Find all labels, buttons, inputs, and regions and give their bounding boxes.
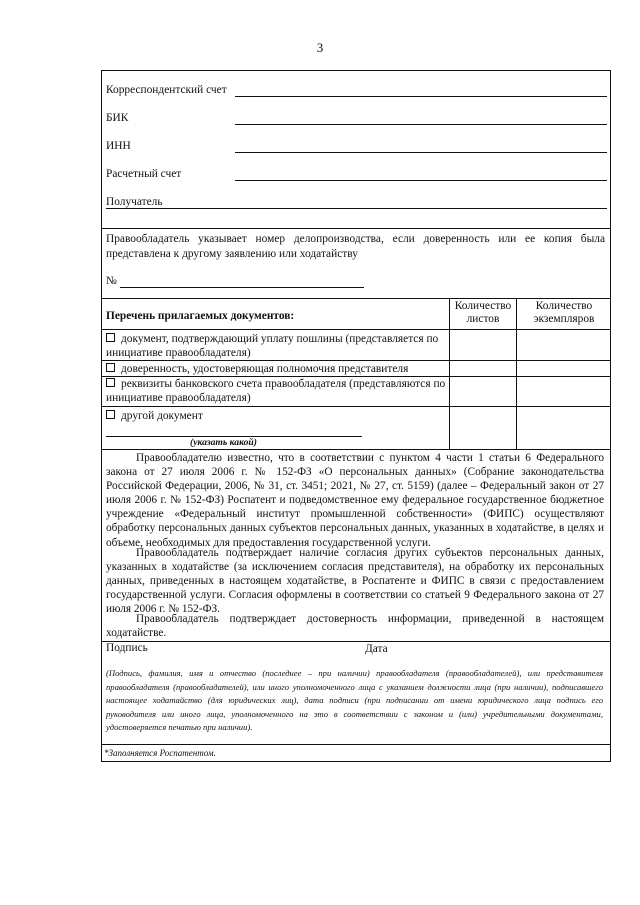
footnote-divider — [101, 744, 611, 745]
checkbox[interactable] — [106, 378, 115, 387]
inn-field[interactable] — [235, 152, 607, 153]
checkbox[interactable] — [106, 333, 115, 342]
checkbox[interactable] — [106, 410, 115, 419]
inn-label: ИНН — [106, 140, 131, 152]
row-label: реквизиты банковского счета правообладателя (представляются по инициативе правообладателя) — [106, 378, 446, 404]
bik-label: БИК — [106, 112, 129, 124]
attachments-header: Перечень прилагаемых документов: — [106, 310, 295, 322]
bik-field[interactable] — [235, 124, 607, 125]
table-row — [106, 378, 446, 405]
table-bottom — [101, 449, 611, 450]
signature-divider — [101, 641, 611, 642]
table-row-divider — [101, 376, 611, 377]
date-label: Дата — [365, 643, 388, 655]
table-top — [101, 298, 611, 299]
table-row-divider — [101, 406, 611, 407]
checkbox[interactable] — [106, 363, 115, 372]
col-copies-header: Количество экземпляров — [533, 300, 595, 325]
signature-caption: (Подпись, фамилия, имя и отчество (последнее – при наличии) правообладателя (правообладателей), или представителя правообладателя (правообладателей), или иного уполномоченного лица с указанием должности лица (при наличии), подписавшего настоящее ходатайство (для юридических лиц), дата подписи (при подписании от имени юридического лица подпись его руководителя или иного лица, уполномоченного на это в соответствии с законом и (или) учредительными документами, удостоверяется печатью при наличии). — [106, 668, 603, 732]
recipient-field[interactable] — [106, 208, 607, 209]
recipient-label: Получатель — [106, 196, 163, 208]
section-divider — [101, 228, 611, 229]
row-label: документ, подтверждающий уплату пошлины (представляется по инициативе правообладателя) — [106, 333, 439, 359]
office-number-field[interactable] — [120, 287, 364, 288]
table-row — [106, 333, 446, 360]
table-row-divider — [101, 360, 611, 361]
consent-paragraph-1: Правообладателю известно, что в соответствии с пунктом 4 части 1 статьи 6 Федерального закона от 27 июля 2006 г. № 152-ФЗ «О персональных данных» (Собрание законодательства Российской Федерации, 2006, № 31, ст. 3451; 2021, № 27, ст. 5159) (далее – Федеральный закон от 27 июля 2006 г. № 152-ФЗ) Роспатент и подведомственное ему федеральное государственное бюджетное учреждение «Федеральный институт промышленной собственности» (ФИПС) осуществляют обработку персональных данных субъектов персональных данных, указанных в ходатайстве, в целях и объеме, необходимых для предоставления государственной услуги. — [106, 452, 604, 549]
consent-paragraph-2: Правообладатель подтверждает наличие согласия других субъектов персональных данных, указанных в ходатайстве (за исключением согласия представителя), на обработку их персональных данных, приведенных в настоящем ходатайстве, в Роспатенте и ФИПС в связи с предоставлением государственной услуги. Согласия оформлены в соответствии со статьей 9 Федерального закона от 27 июля 2006 г. № 152-ФЗ. — [106, 547, 604, 616]
table-row — [106, 362, 408, 376]
row-label: доверенность, удостоверяющая полномочия представителя — [121, 363, 409, 375]
other-document-caption: (указать какой) — [190, 437, 257, 448]
corr-account-label: Корреспондентский счет — [106, 84, 227, 96]
number-sign: № — [106, 275, 117, 287]
page-number: 3 — [316, 40, 324, 55]
consent-paragraph-3: Правообладатель подтверждает достоверность информации, приведенной в настоящем ходатайстве. — [106, 613, 604, 640]
office-number-note: Правообладатель указывает номер делопроизводства, если доверенность или ее копия была представлена к другому заявлению или ходатайству — [106, 233, 605, 260]
current-account-label: Расчетный счет — [106, 168, 182, 180]
signature-label: Подпись — [106, 642, 148, 654]
current-account-field[interactable] — [235, 180, 607, 181]
footnote: *Заполняется Роспатентом. — [104, 748, 216, 758]
col-sheets-header: Количество листов — [454, 300, 512, 325]
table-row — [106, 409, 203, 423]
row-label: другой документ — [121, 410, 203, 422]
table-row-divider — [101, 329, 611, 330]
corr-account-field[interactable] — [235, 96, 607, 97]
